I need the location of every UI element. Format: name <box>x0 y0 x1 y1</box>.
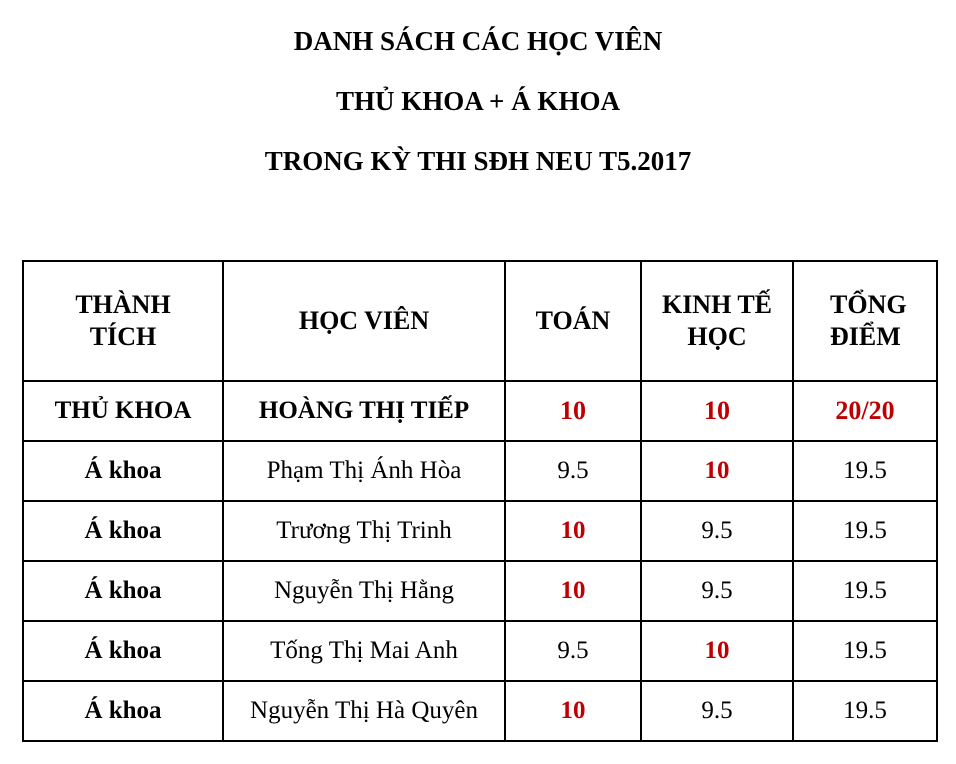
cell-total: 19.5 <box>793 561 937 621</box>
cell-student: Trương Thị Trinh <box>223 501 505 561</box>
cell-student: Nguyễn Thị Hằng <box>223 561 505 621</box>
cell-math: 9.5 <box>505 621 641 681</box>
title-line-2: THỦ KHOA + Á KHOA <box>336 86 620 116</box>
cell-total: 19.5 <box>793 681 937 741</box>
table-row <box>23 381 937 441</box>
header-achievement: THÀNH TÍCH <box>23 261 223 381</box>
cell-achievement: Á khoa <box>23 621 223 681</box>
cell-achievement: Á khoa <box>23 441 223 501</box>
cell-math: 9.5 <box>505 441 641 501</box>
cell-achievement: Á khoa <box>23 501 223 561</box>
header-economics: KINH TẾ HỌC <box>641 261 793 381</box>
cell-economics: 10 <box>641 441 793 501</box>
table-row <box>23 681 937 741</box>
title-line-1: DANH SÁCH CÁC HỌC VIÊN <box>293 26 663 56</box>
cell-economics: 9.5 <box>641 501 793 561</box>
cell-math: 10 <box>505 381 641 441</box>
cell-student: Tống Thị Mai Anh <box>223 621 505 681</box>
cell-achievement: Á khoa <box>23 561 223 621</box>
cell-math: 10 <box>505 561 641 621</box>
cell-total: 19.5 <box>793 621 937 681</box>
cell-achievement: Á khoa <box>23 681 223 741</box>
cell-total: 20/20 <box>793 381 937 441</box>
header-total: TỔNG ĐIỂM <box>793 261 937 381</box>
cell-total: 19.5 <box>793 441 937 501</box>
cell-economics: 9.5 <box>641 681 793 741</box>
cell-student: Nguyễn Thị Hà Quyên <box>223 681 505 741</box>
cell-economics: 9.5 <box>641 561 793 621</box>
results-table <box>22 260 938 742</box>
cell-math: 10 <box>505 681 641 741</box>
cell-economics: 10 <box>641 381 793 441</box>
table-row <box>23 501 937 561</box>
table-row <box>23 441 937 501</box>
cell-math: 10 <box>505 501 641 561</box>
table-row <box>23 561 937 621</box>
title-line-3: TRONG KỲ THI SĐH NEU T5.2017 <box>264 146 692 176</box>
cell-student: HOÀNG THỊ TIẾP <box>223 381 505 441</box>
cell-economics: 10 <box>641 621 793 681</box>
table-row <box>23 621 937 681</box>
cell-achievement: THỦ KHOA <box>23 381 223 441</box>
cell-total: 19.5 <box>793 501 937 561</box>
cell-student: Phạm Thị Ánh Hòa <box>223 441 505 501</box>
header-math: TOÁN <box>505 261 641 381</box>
header-student: HỌC VIÊN <box>223 261 505 381</box>
table-header-row <box>23 261 937 381</box>
